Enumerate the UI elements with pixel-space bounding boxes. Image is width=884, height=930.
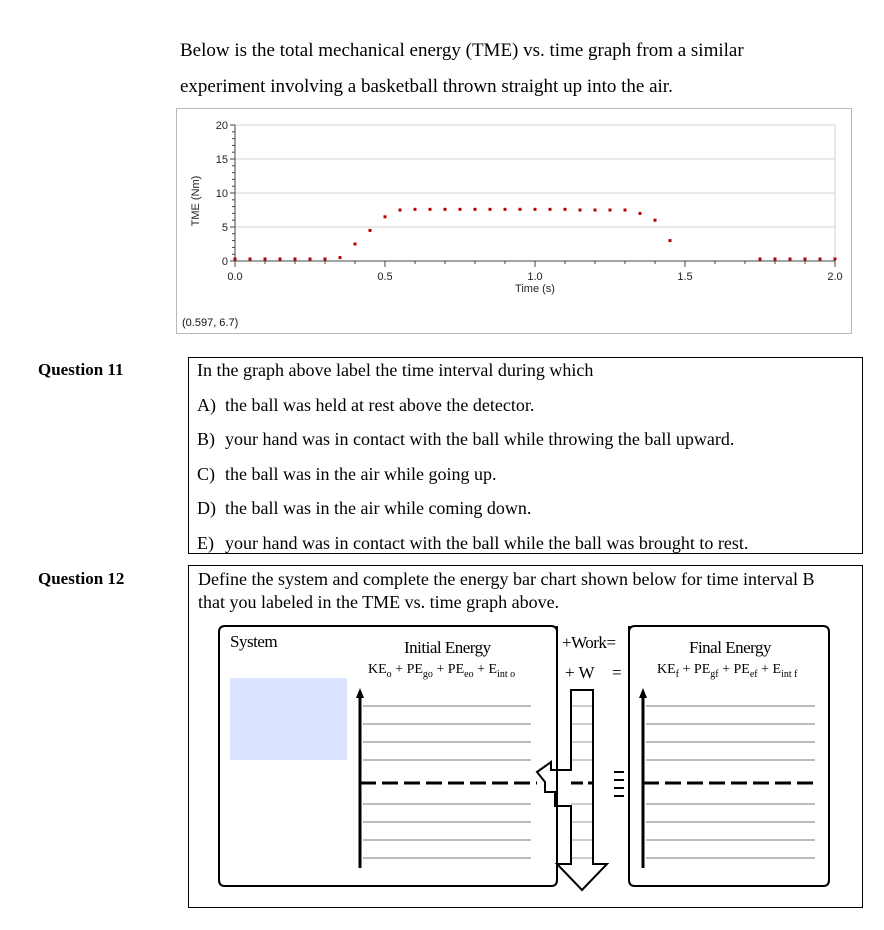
term-ei-final-sub: int f bbox=[781, 668, 798, 680]
final-bar-area[interactable] bbox=[639, 688, 815, 868]
data-point bbox=[234, 257, 237, 260]
x-tick-label: 0.5 bbox=[377, 271, 393, 283]
work-title-text: +Work bbox=[562, 633, 607, 652]
work-symbol: + W bbox=[565, 663, 595, 682]
data-point bbox=[489, 208, 492, 211]
option-letter: C) bbox=[197, 464, 215, 484]
question-11-box bbox=[188, 357, 863, 554]
data-point bbox=[294, 257, 297, 260]
x-tick-label: 1.5 bbox=[677, 271, 693, 283]
y-tick-label: 10 bbox=[215, 188, 228, 200]
system-box[interactable] bbox=[230, 678, 347, 760]
y-tick-label: 20 bbox=[215, 120, 228, 132]
data-point bbox=[264, 257, 267, 260]
option-text: the ball was held at rest above the detector. bbox=[225, 395, 535, 415]
data-point bbox=[504, 208, 507, 211]
data-point bbox=[534, 208, 537, 211]
data-point bbox=[549, 208, 552, 211]
work-equals: = bbox=[612, 663, 622, 682]
final-axis-arrow bbox=[639, 688, 647, 698]
term-ei-initial: + E bbox=[477, 662, 498, 677]
x-tick-label: 2.0 bbox=[827, 271, 843, 283]
x-tick-label: 0.0 bbox=[227, 271, 243, 283]
data-point bbox=[519, 208, 522, 211]
term-ei-initial-sub: int o bbox=[497, 668, 516, 680]
cursor-readout: (0.597, 6.7) bbox=[182, 317, 239, 329]
option-text: your hand was in contact with the ball while throwing the ball upward. bbox=[225, 429, 735, 449]
term-pg-final-sub: gf bbox=[710, 668, 719, 680]
term-pg-initial: + PE bbox=[395, 662, 423, 677]
data-point bbox=[459, 208, 462, 211]
work-title bbox=[562, 633, 616, 653]
data-point bbox=[669, 239, 672, 242]
final-energy-title: Final Energy bbox=[689, 638, 771, 657]
term-pe-initial-sub: eo bbox=[464, 668, 474, 680]
y-axis-label: TME (Nm) bbox=[190, 175, 202, 227]
y-tick-label: 5 bbox=[221, 222, 228, 234]
data-point bbox=[834, 257, 837, 260]
term-pe-initial: + PE bbox=[436, 662, 465, 677]
initial-energy-terms bbox=[368, 662, 515, 680]
tme-graph-panel[interactable] bbox=[176, 108, 852, 334]
y-tick-label: 0 bbox=[221, 256, 228, 268]
data-point bbox=[339, 256, 342, 259]
initial-energy-title: Initial Energy bbox=[404, 638, 491, 657]
equals-icon bbox=[614, 772, 624, 796]
data-point bbox=[774, 257, 777, 260]
data-point bbox=[249, 257, 252, 260]
data-point bbox=[804, 257, 807, 260]
term-pe-final-sub: ef bbox=[749, 668, 758, 680]
data-point bbox=[444, 208, 447, 211]
term-pe-final: + PE bbox=[722, 662, 750, 677]
q11-option-e bbox=[197, 533, 748, 554]
data-point bbox=[369, 229, 372, 232]
option-text: the ball was in the air while coming down. bbox=[225, 498, 532, 518]
option-text: the ball was in the air while going up. bbox=[225, 464, 497, 484]
question-11-label: Question 11 bbox=[38, 360, 124, 379]
term-ke-final: KE bbox=[657, 662, 676, 677]
data-point bbox=[399, 209, 402, 212]
q11-option-b bbox=[197, 429, 734, 450]
intro-line-2: experiment involving a basketball thrown straight up into the air. bbox=[180, 76, 673, 97]
data-point bbox=[429, 208, 432, 211]
option-text: your hand was in contact with the ball while the ball was brought to rest. bbox=[225, 533, 749, 553]
data-point bbox=[639, 212, 642, 215]
work-title-equals: = bbox=[606, 633, 616, 652]
y-tick-label: 15 bbox=[215, 154, 228, 166]
data-point bbox=[414, 208, 417, 211]
data-point bbox=[789, 257, 792, 260]
question-12-label: Question 12 bbox=[38, 569, 125, 588]
data-point bbox=[354, 243, 357, 246]
data-point bbox=[384, 215, 387, 218]
data-point bbox=[474, 208, 477, 211]
data-point bbox=[309, 257, 312, 260]
data-point bbox=[609, 209, 612, 212]
data-point bbox=[624, 209, 627, 212]
term-ke-initial-sub: o bbox=[386, 668, 392, 680]
q11-option-a bbox=[197, 395, 534, 416]
data-point bbox=[594, 209, 597, 212]
data-point bbox=[759, 257, 762, 260]
x-tick-label: 1.0 bbox=[527, 271, 543, 283]
q11-option-d bbox=[197, 498, 531, 519]
tme-chart[interactable] bbox=[177, 109, 851, 333]
x-axis-label: Time (s) bbox=[515, 283, 555, 295]
work-arrow-icon bbox=[537, 690, 607, 890]
term-ke-final-sub: f bbox=[675, 668, 680, 680]
q11-option-c bbox=[197, 464, 496, 485]
data-point bbox=[579, 209, 582, 212]
option-letter: A) bbox=[197, 395, 216, 415]
final-energy-terms bbox=[657, 662, 797, 680]
term-ke-initial: KE bbox=[368, 662, 387, 677]
data-point bbox=[654, 219, 657, 222]
data-point bbox=[819, 257, 822, 260]
term-ei-final: + E bbox=[761, 662, 782, 677]
system-label: System bbox=[230, 632, 278, 651]
option-letter: D) bbox=[197, 498, 216, 518]
initial-bar-area[interactable] bbox=[356, 688, 537, 868]
data-point bbox=[324, 257, 327, 260]
data-point bbox=[279, 257, 282, 260]
intro-line-1: Below is the total mechanical energy (TME) vs. time graph from a similar bbox=[180, 40, 744, 61]
initial-axis-arrow bbox=[356, 688, 364, 698]
question-11-prompt: In the graph above label the time interval during which bbox=[197, 360, 594, 380]
data-point bbox=[564, 208, 567, 211]
option-letter: B) bbox=[197, 429, 215, 449]
question-12-prompt: Define the system and complete the energy bar chart shown below for time interval B that you labeled in the TME vs. time graph above. bbox=[198, 569, 815, 612]
option-letter: E) bbox=[197, 533, 214, 553]
term-pg-final: + PE bbox=[682, 662, 711, 677]
term-pg-initial-sub: go bbox=[422, 668, 433, 680]
